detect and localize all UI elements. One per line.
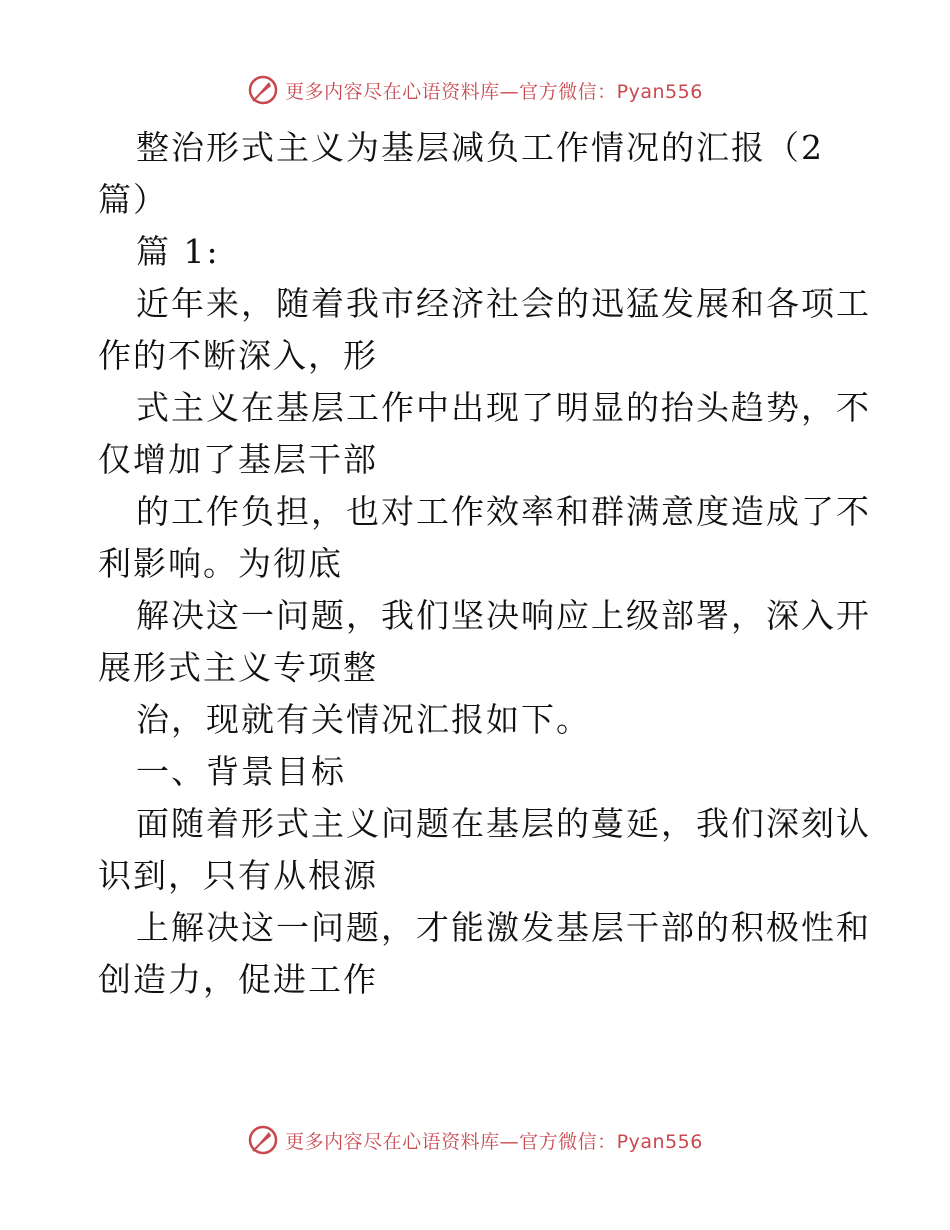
- feather-logo-icon: [247, 1124, 279, 1156]
- feather-logo-icon: [247, 74, 279, 106]
- text-line: 创造力，促进工作: [98, 960, 378, 999]
- text-line: 式主义在基层工作中出现了明显的抬头趋势，不: [136, 388, 871, 427]
- text-line: 一、背景目标: [136, 752, 346, 791]
- text-line: 作的不断深入，形: [98, 336, 378, 375]
- text-line: 篇）: [98, 180, 168, 219]
- document-body: [98, 122, 871, 1006]
- watermark-text: 更多内容尽在心语资料库—官方微信：Pyan556: [285, 1130, 703, 1153]
- text-line: 面随着形式主义问题在基层的蔓延，我们深刻认: [136, 804, 871, 843]
- text-line: 的工作负担，也对工作效率和群满意度造成了不: [136, 492, 871, 531]
- text-line: 整治形式主义为基层减负工作情况的汇报（2: [136, 128, 824, 167]
- text-line: 仅增加了基层干部: [98, 440, 378, 479]
- text-line: 治，现就有关情况汇报如下。: [136, 700, 591, 739]
- footer-watermark: [0, 1120, 950, 1160]
- header-watermark: [0, 70, 950, 110]
- text-line: 上解决这一问题，才能激发基层干部的积极性和: [136, 908, 871, 947]
- text-line: 解决这一问题，我们坚决响应上级部署，深入开: [136, 596, 871, 635]
- text-line: 识到，只有从根源: [98, 856, 378, 895]
- text-line: 利影响。为彻底: [98, 544, 343, 583]
- watermark-text: 更多内容尽在心语资料库—官方微信：Pyan556: [285, 80, 703, 103]
- text-line: 篇 1:: [136, 232, 220, 271]
- text-line: 近年来，随着我市经济社会的迅猛发展和各项工: [136, 284, 871, 323]
- text-line: 展形式主义专项整: [98, 648, 378, 687]
